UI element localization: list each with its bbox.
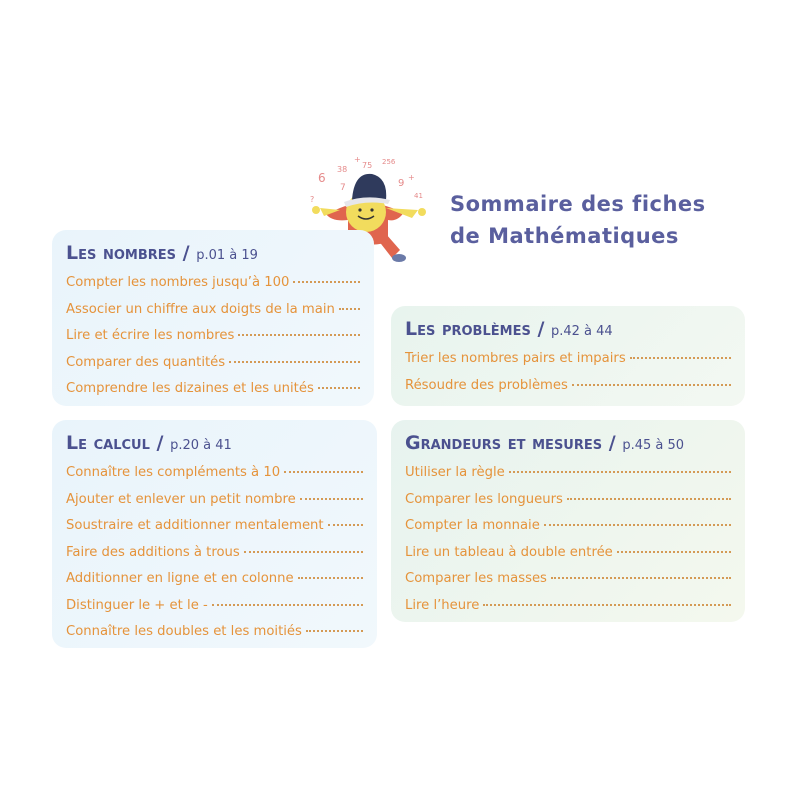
toc-entry[interactable] [66,513,363,540]
toc-entry[interactable] [66,323,360,350]
toc-entry[interactable] [66,297,360,324]
toc-entry[interactable] [405,487,731,514]
mascot-number: 38 [337,165,348,174]
toc-entry-label: Distinguer le + et le - [66,597,208,613]
toc-entry-label: Comparer des quantités [66,354,226,370]
toc-entry-label: Connaître les doubles et les moitiés [66,624,302,639]
section-pages: p.20 à 41 [170,438,232,453]
toc-entry[interactable] [66,460,363,487]
toc-entry-label: Résoudre des problèmes [405,377,568,393]
section-title: Les problèmes [405,318,531,340]
toc-entry-label: Lire et écrire les nombres [66,328,235,343]
toc-entry-label: Lire un tableau à double entrée [405,544,613,560]
toc-entry[interactable] [405,513,731,540]
page-title [450,188,706,252]
section-pages: p.45 à 50 [622,438,685,453]
toc-entry-label: Comparer les longueurs [405,491,563,507]
toc-entry-label: Comparer les masses [405,571,547,586]
mascot-number: 7 [340,183,346,193]
toc-entry[interactable] [405,346,731,373]
mascot-number: 6 [318,171,326,185]
toc-entry[interactable] [405,460,731,487]
toc-entry-label: Additionner en ligne et en colonne [66,571,294,586]
mascot-number: + [408,173,415,182]
mascot-number: + [354,155,361,164]
section-card-grandeurs [391,420,745,622]
mascot-number: 9 [398,178,405,189]
section-title: Les nombres [66,242,176,264]
section-heading: Grandeurs et mesures / p.45 à 50 [405,432,685,454]
toc-entry[interactable] [66,270,360,297]
section-title: Le calcul [66,432,150,454]
toc-entry[interactable] [66,487,363,514]
toc-entry-label: Comprendre les dizaines et les unités [66,381,314,396]
section-pages: p.01 à 19 [196,248,258,263]
toc-entry-label: Soustraire et additionner mentalement [66,518,324,533]
toc-entry-label: Trier les nombres pairs et impairs [405,351,626,366]
toc-entry[interactable] [66,350,360,377]
toc-entry[interactable] [66,540,363,567]
section-pages: p.42 à 44 [551,324,613,339]
page-title-line2: de Mathématiques [450,224,679,248]
toc-entry[interactable] [66,593,363,620]
mascot-number: ? [310,195,315,204]
toc-entry-label: Ajouter et enlever un petit nombre [66,491,296,507]
section-title: Grandeurs et mesures [405,432,603,454]
section-heading: Le calcul / p.20 à 41 [66,432,232,454]
toc-entry-label: Associer un chiffre aux doigts de la main [66,301,335,317]
toc-entry-label: Lire l’heure [405,597,480,613]
toc-entry-label: Connaître les compléments à 10 [66,465,281,480]
toc-entry[interactable] [405,593,731,620]
toc-entry[interactable] [66,619,363,646]
section-heading: Les problèmes / p.42 à 44 [405,318,613,340]
mascot-number: 75 [362,161,373,170]
section-heading: Les nombres / p.01 à 19 [66,242,258,264]
mascot-number: 256 [382,158,396,166]
toc-entry[interactable] [405,373,731,400]
toc-entry[interactable] [405,566,731,593]
toc-entry-label: Faire des additions à trous [66,544,240,560]
toc-entry[interactable] [66,566,363,593]
toc-entry-label: Utiliser la règle [405,465,505,480]
toc-entry[interactable] [405,540,731,567]
toc-entry[interactable] [66,376,360,403]
section-card-calcul [52,420,377,648]
section-card-problemes [391,306,745,406]
mascot-number: 41 [414,192,423,200]
toc-entry-label: Compter les nombres jusqu’à 100 [66,275,290,290]
toc-entry-label: Compter la monnaie [405,518,540,533]
section-card-nombres [52,230,374,406]
page-title-line1: Sommaire des fiches [450,192,706,216]
